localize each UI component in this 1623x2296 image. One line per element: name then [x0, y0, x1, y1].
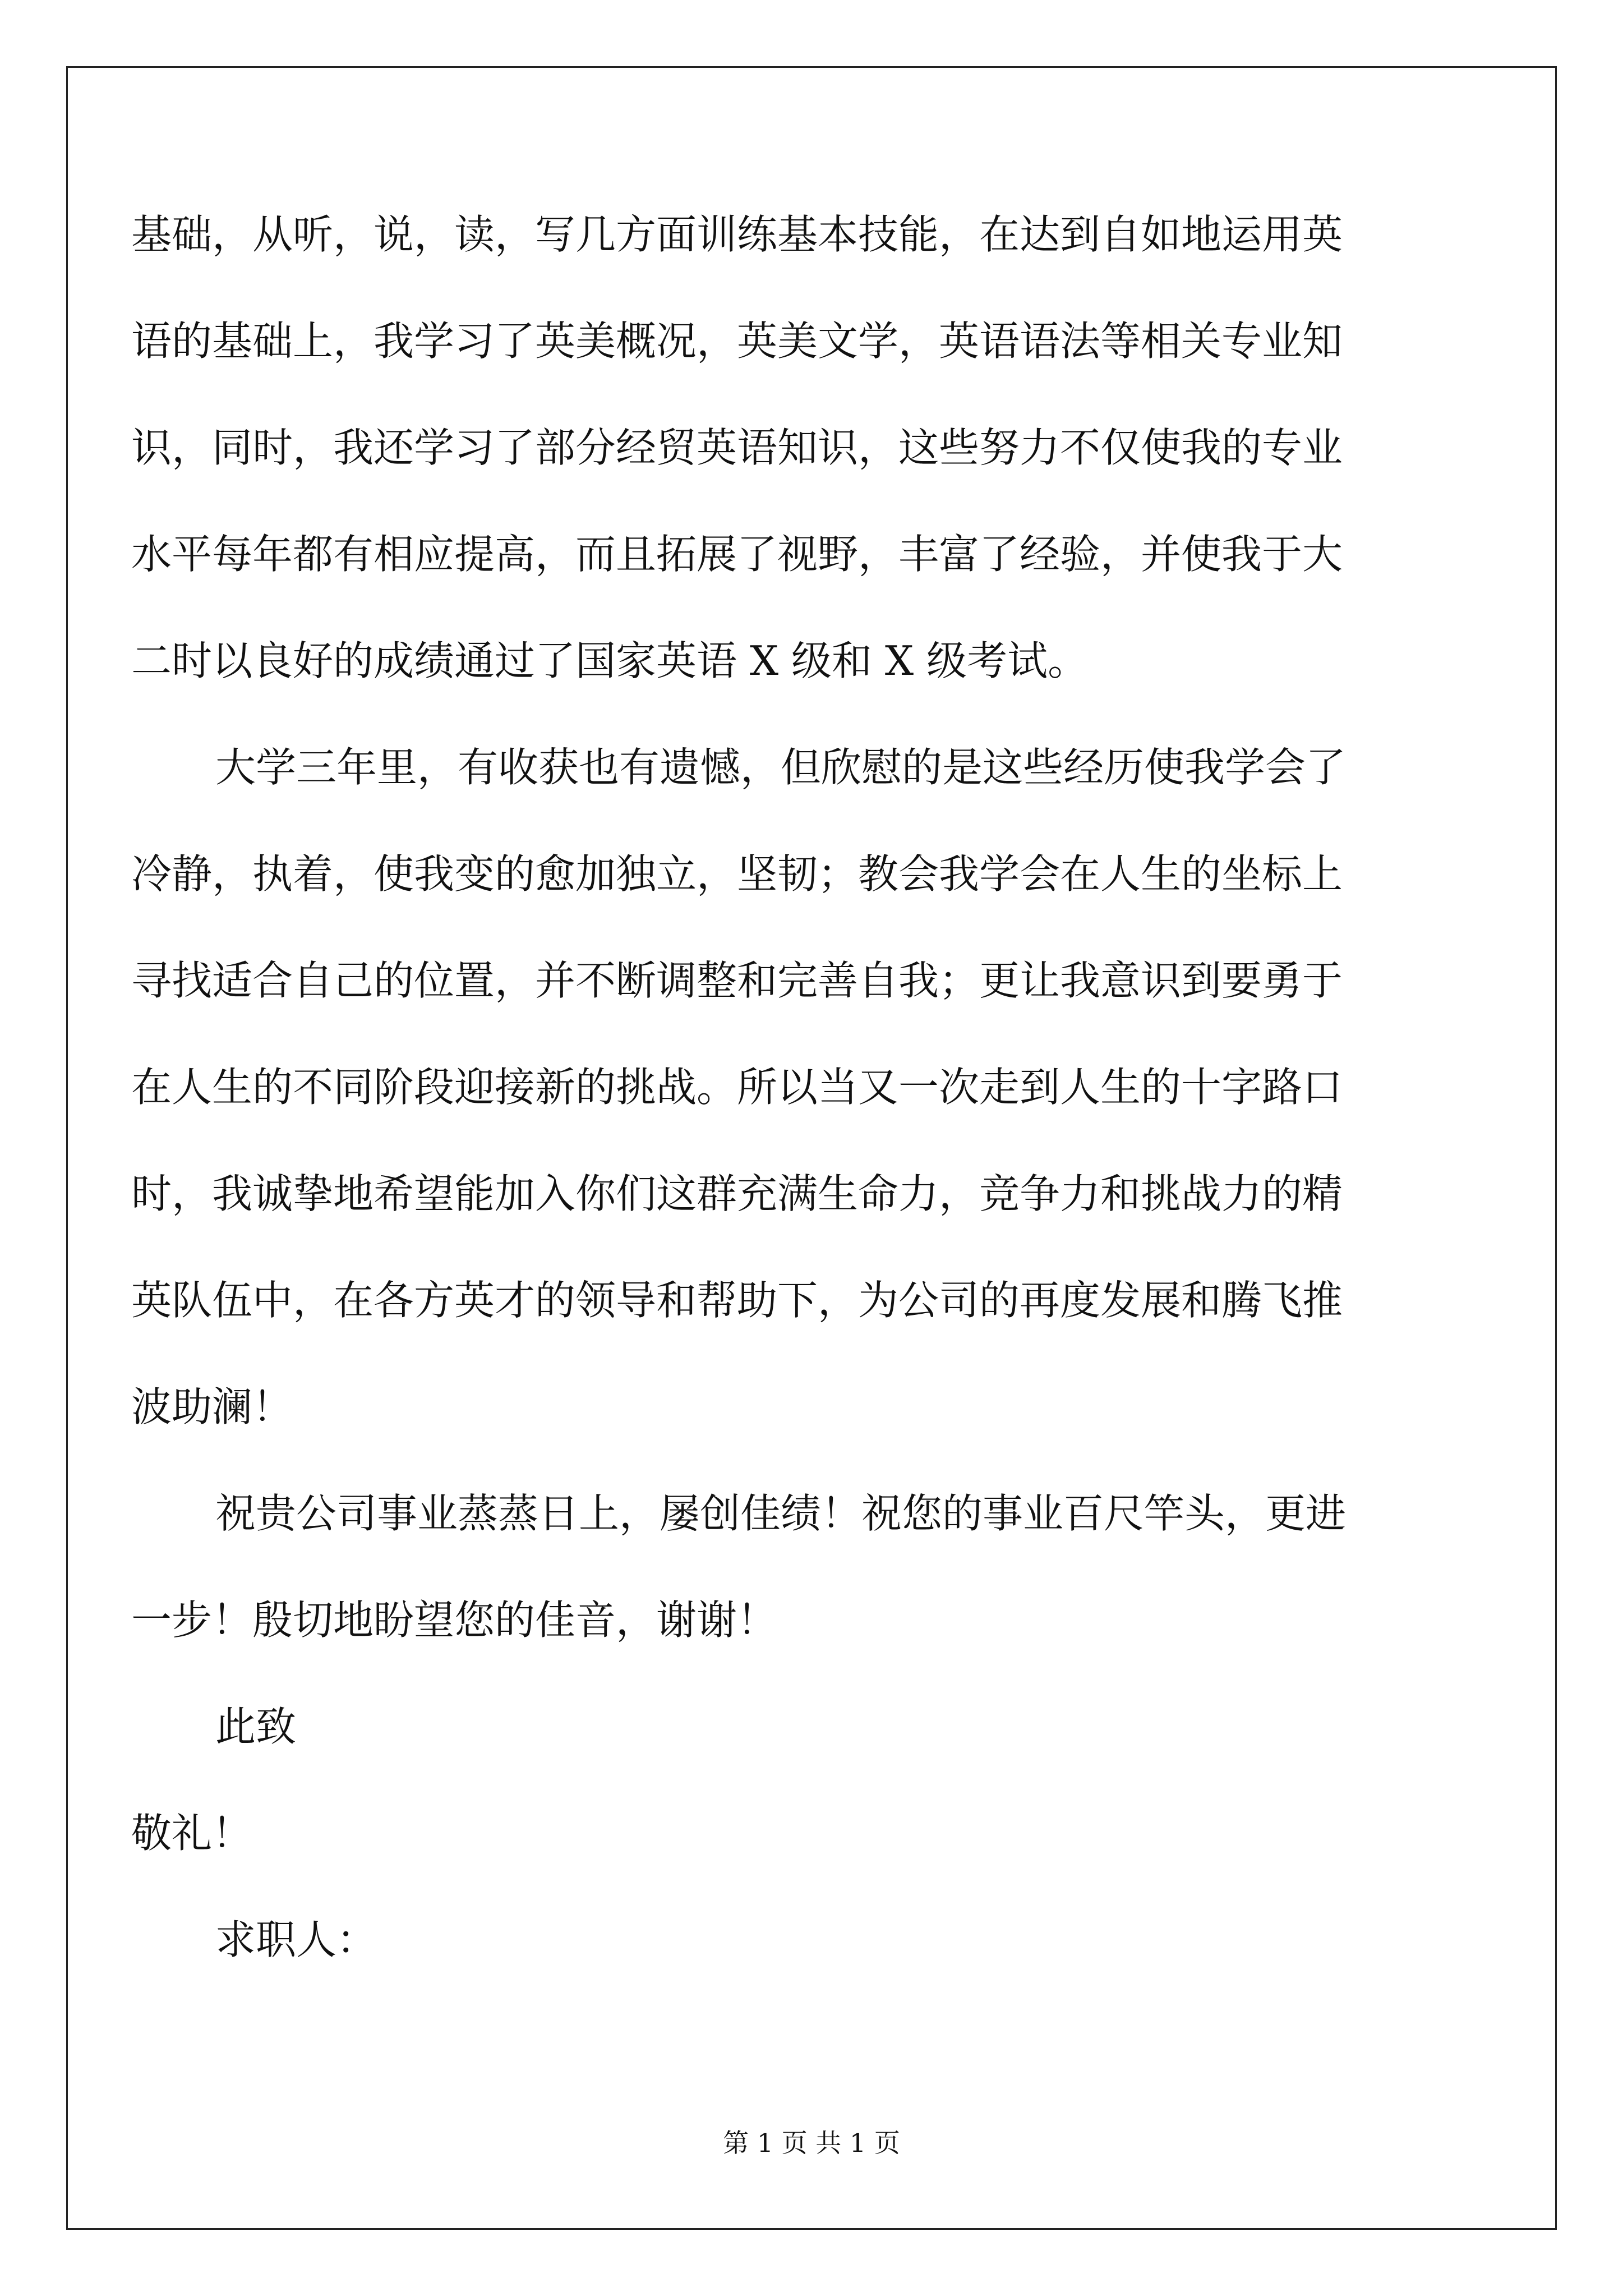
page-footer: 第 1 页 共 1 页	[723, 2128, 900, 2158]
paragraph-line: 语的基础上，我学习了英美概况，英美文学，英语语法等相关专业知	[131, 318, 1343, 365]
paragraph-line: 基础，从听，说，读，写几方面训练基本技能，在达到自如地运用英	[131, 211, 1343, 258]
paragraph-line: 英队伍中，在各方英才的领导和帮助下，为公司的再度发展和腾飞推	[131, 1277, 1343, 1324]
paragraph-line: 识，同时，我还学习了部分经贸英语知识，这些努力不仅使我的专业	[131, 424, 1343, 471]
paragraph-line: 水平每年都有相应提高，而且拓展了视野，丰富了经验，并使我于大	[131, 531, 1343, 578]
paragraph-line: 波助澜！	[131, 1383, 293, 1430]
paragraph-line: 时，我诚挚地希望能加入你们这群充满生命力，竞争力和挑战力的精	[131, 1170, 1343, 1217]
paragraph-line: 冷静，执着，使我变的愈加独立，坚韧；教会我学会在人生的坐标上	[131, 850, 1343, 898]
paragraph-line: 在人生的不同阶段迎接新的挑战。所以当又一次走到人生的十字路口	[131, 1064, 1343, 1111]
paragraph-line: 一步！殷切地盼望您的佳音，谢谢！	[131, 1596, 778, 1644]
page-frame	[66, 66, 1557, 2230]
paragraph-line: 大学三年里，有收获也有遗憾，但欣慰的是这些经历使我学会了	[215, 744, 1347, 791]
closing-regards: 敬礼！	[131, 1810, 253, 1857]
paragraph-line: 二时以良好的成绩通过了国家英语 X 级和 X 级考试。	[131, 637, 1089, 684]
closing-salutation: 此致	[215, 1703, 297, 1750]
paragraph-line: 寻找适合自己的位置，并不断调整和完善自我；更让我意识到要勇于	[131, 957, 1343, 1004]
signature-label: 求职人：	[215, 1916, 377, 1963]
paragraph-line: 祝贵公司事业蒸蒸日上，屡创佳绩！祝您的事业百尺竿头，更进	[215, 1490, 1347, 1537]
